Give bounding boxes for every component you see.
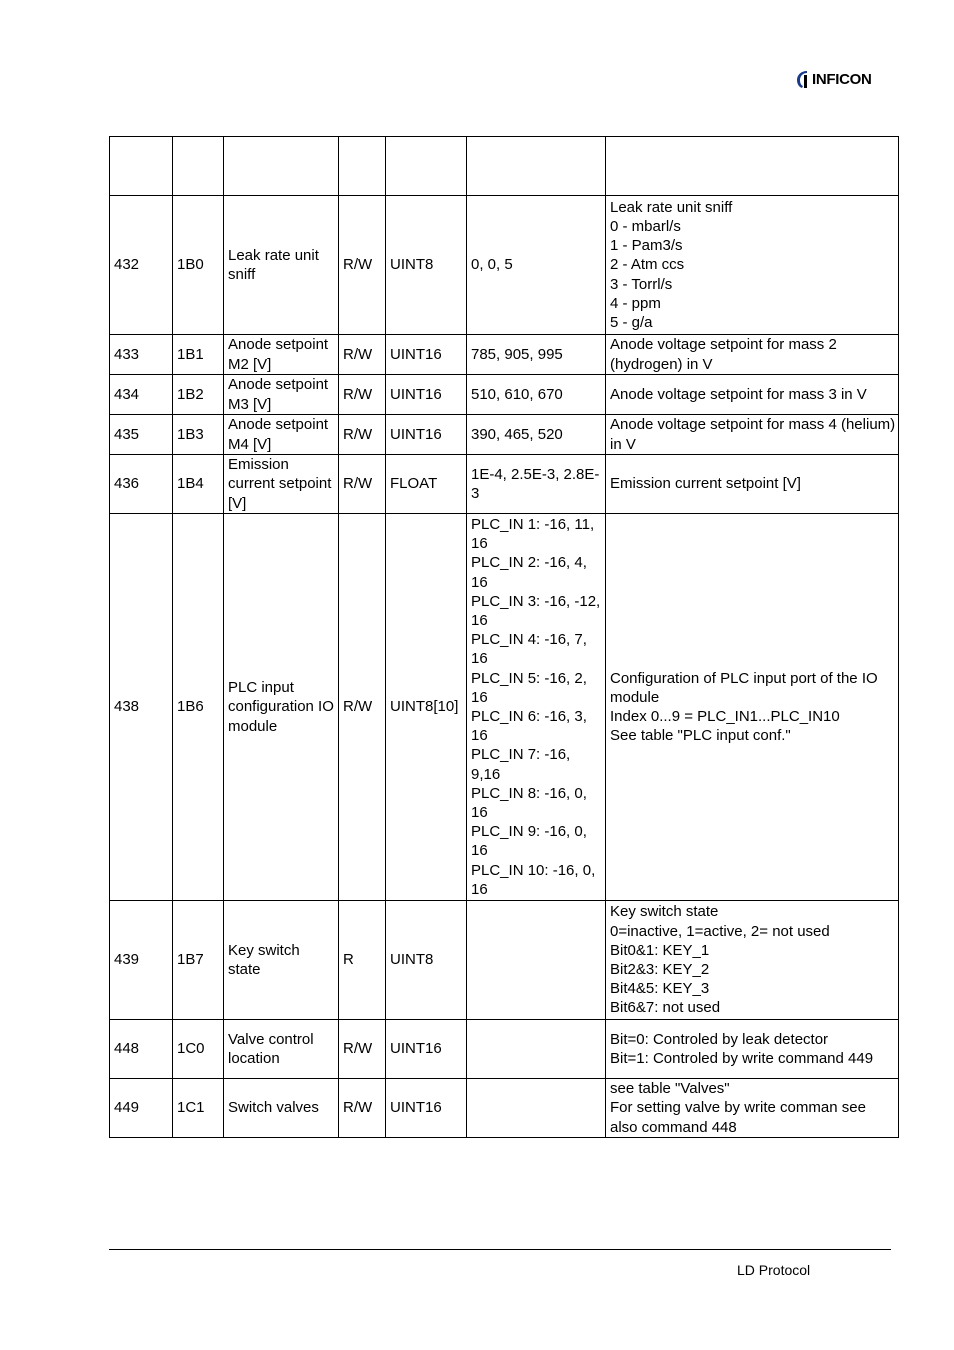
cell-line: Emission current setpoint [V] xyxy=(610,475,801,493)
header-cell xyxy=(467,137,606,196)
header-cell xyxy=(224,137,339,196)
cell-access: R/W xyxy=(339,455,386,514)
cell-line: For setting valve by write comman see also command 448 xyxy=(610,1099,866,1136)
cell-access: R/W xyxy=(339,1020,386,1079)
cell-type: UINT8 xyxy=(386,901,467,1020)
cell-name: Leak rate unit sniff xyxy=(224,196,339,335)
cell-command: 439 xyxy=(110,901,173,1020)
table-row xyxy=(110,514,899,901)
cell-line: 390, 465, 520 xyxy=(471,425,563,443)
cell-line: Key switch state xyxy=(610,903,719,921)
cell-name: Anode setpoint M3 [V] xyxy=(224,375,339,415)
cell-line: Configuration of PLC input port of the IO module xyxy=(610,669,878,706)
cell-line: 3 - Torrl/s xyxy=(610,275,673,293)
logo-text: INFICON xyxy=(812,70,872,88)
cell-hex: 1B4 xyxy=(173,455,224,514)
cell-name: PLC input configuration IO module xyxy=(224,514,339,901)
cell-type: UINT8 xyxy=(386,196,467,335)
cell-access: R/W xyxy=(339,375,386,415)
cell-line: PLC_IN 7: -16, 9,16 xyxy=(471,746,571,783)
header-cell xyxy=(339,137,386,196)
cell-type: UINT16 xyxy=(386,1079,467,1138)
cell-access: R/W xyxy=(339,514,386,901)
cell-description xyxy=(606,196,899,335)
cell-name: Valve control location xyxy=(224,1020,339,1079)
cell-hex: 1B6 xyxy=(173,514,224,901)
cell-defaults xyxy=(467,375,606,415)
cell-type: UINT16 xyxy=(386,335,467,375)
cell-command: 435 xyxy=(110,415,173,455)
cell-line: 1E-4, 2.5E-3, 2.8E-3 xyxy=(471,465,600,502)
table-row xyxy=(110,455,899,514)
cell-line: 510, 610, 670 xyxy=(471,385,563,403)
header-cell xyxy=(173,137,224,196)
cell-defaults xyxy=(467,901,606,1020)
cell-line: 785, 905, 995 xyxy=(471,345,563,363)
cell-description xyxy=(606,901,899,1020)
cell-hex: 1B0 xyxy=(173,196,224,335)
table-row xyxy=(110,1079,899,1138)
cell-hex: 1B2 xyxy=(173,375,224,415)
cell-line: 0=inactive, 1=active, 2= not used xyxy=(610,922,830,940)
cell-type: UINT16 xyxy=(386,1020,467,1079)
header-cell xyxy=(606,137,899,196)
cell-description xyxy=(606,514,899,901)
cell-description xyxy=(606,1079,899,1138)
cell-line: Anode voltage setpoint for mass 4 (helium) in V xyxy=(610,416,896,453)
cell-line: PLC_IN 3: -16, -12, 16 xyxy=(471,592,601,629)
cell-hex: 1B3 xyxy=(173,415,224,455)
cell-line: PLC_IN 2: -16, 4, 16 xyxy=(471,554,587,591)
cell-line: 2 - Atm ccs xyxy=(610,256,685,274)
cell-hex: 1C1 xyxy=(173,1079,224,1138)
cell-line: 0 - mbarl/s xyxy=(610,217,681,235)
header-cell xyxy=(110,137,173,196)
cell-defaults xyxy=(467,335,606,375)
cell-line: PLC_IN 9: -16, 0, 16 xyxy=(471,823,587,860)
cell-defaults xyxy=(467,1079,606,1138)
inficon-logo-icon xyxy=(795,69,811,89)
footer-divider xyxy=(109,1249,891,1250)
cell-defaults xyxy=(467,514,606,901)
cell-description xyxy=(606,335,899,375)
cell-line: PLC_IN 10: -16, 0, 16 xyxy=(471,861,596,898)
cell-line: Bit0&1: KEY_1 xyxy=(610,941,710,959)
cell-command: 432 xyxy=(110,196,173,335)
cell-type: UINT16 xyxy=(386,375,467,415)
table-row xyxy=(110,415,899,455)
cell-line: PLC_IN 5: -16, 2, 16 xyxy=(471,669,587,706)
cell-hex: 1C0 xyxy=(173,1020,224,1079)
cell-description xyxy=(606,1020,899,1079)
cell-line: PLC_IN 1: -16, 11, 16 xyxy=(471,515,595,553)
table-row xyxy=(110,901,899,1020)
cell-name: Anode setpoint M4 [V] xyxy=(224,415,339,455)
cell-access: R/W xyxy=(339,335,386,375)
inficon-logo xyxy=(795,68,895,90)
cell-name: Emission current setpoint [V] xyxy=(224,455,339,514)
cell-line: PLC_IN 8: -16, 0, 16 xyxy=(471,784,587,822)
cell-description xyxy=(606,455,899,514)
cell-line: Bit4&5: KEY_3 xyxy=(610,980,710,998)
cell-defaults xyxy=(467,415,606,455)
cell-access: R/W xyxy=(339,1079,386,1138)
header-cell xyxy=(386,137,467,196)
cell-name: Anode setpoint M2 [V] xyxy=(224,335,339,375)
cell-type: UINT16 xyxy=(386,415,467,455)
cell-line: Bit2&3: KEY_2 xyxy=(610,961,710,978)
cell-command: 436 xyxy=(110,455,173,514)
cell-access: R xyxy=(339,901,386,1020)
cell-line: 0, 0, 5 xyxy=(471,256,513,274)
cell-line: Anode voltage setpoint for mass 3 in V xyxy=(610,385,867,403)
cell-line: Bit=1: Controled by write command 449 xyxy=(610,1050,874,1067)
cell-line: See table "PLC input conf." xyxy=(610,727,791,745)
table-row xyxy=(110,1020,899,1079)
cell-line: see table "Valves" xyxy=(610,1080,730,1098)
cell-defaults xyxy=(467,1020,606,1079)
cell-command: 433 xyxy=(110,335,173,375)
cell-description xyxy=(606,415,899,455)
table-row xyxy=(110,196,899,335)
footer-label: LD Protocol xyxy=(737,1262,811,1278)
table-row xyxy=(110,335,899,375)
cell-access: R/W xyxy=(339,196,386,335)
cell-name: Switch valves xyxy=(224,1079,339,1138)
cell-line: Bit6&7: not used xyxy=(610,999,721,1017)
cell-description xyxy=(606,375,899,415)
register-table xyxy=(109,136,899,1138)
cell-command: 449 xyxy=(110,1079,173,1138)
cell-access: R/W xyxy=(339,415,386,455)
cell-hex: 1B7 xyxy=(173,901,224,1020)
cell-type: FLOAT xyxy=(386,455,467,514)
cell-name: Key switch state xyxy=(224,901,339,1020)
cell-command: 438 xyxy=(110,514,173,901)
cell-line: PLC_IN 6: -16, 3, 16 xyxy=(471,708,587,745)
table-header-row xyxy=(110,137,899,196)
cell-defaults xyxy=(467,455,606,514)
cell-line: Index 0...9 = PLC_IN1...PLC_IN10 xyxy=(610,708,840,725)
cell-line: Bit=0: Controled by leak detector xyxy=(610,1030,829,1048)
cell-line: PLC_IN 4: -16, 7, 16 xyxy=(471,631,587,668)
cell-line: Anode voltage setpoint for mass 2 (hydrogen) in V xyxy=(610,336,837,373)
cell-line: 5 - g/a xyxy=(610,314,653,331)
cell-line: 1 - Pam3/s xyxy=(610,237,683,255)
cell-hex: 1B1 xyxy=(173,335,224,375)
cell-line: 4 - ppm xyxy=(610,294,661,312)
cell-type: UINT8[10] xyxy=(386,514,467,901)
table-row xyxy=(110,375,899,415)
cell-line: Leak rate unit sniff xyxy=(610,198,733,216)
cell-command: 448 xyxy=(110,1020,173,1079)
cell-command: 434 xyxy=(110,375,173,415)
cell-defaults xyxy=(467,196,606,335)
